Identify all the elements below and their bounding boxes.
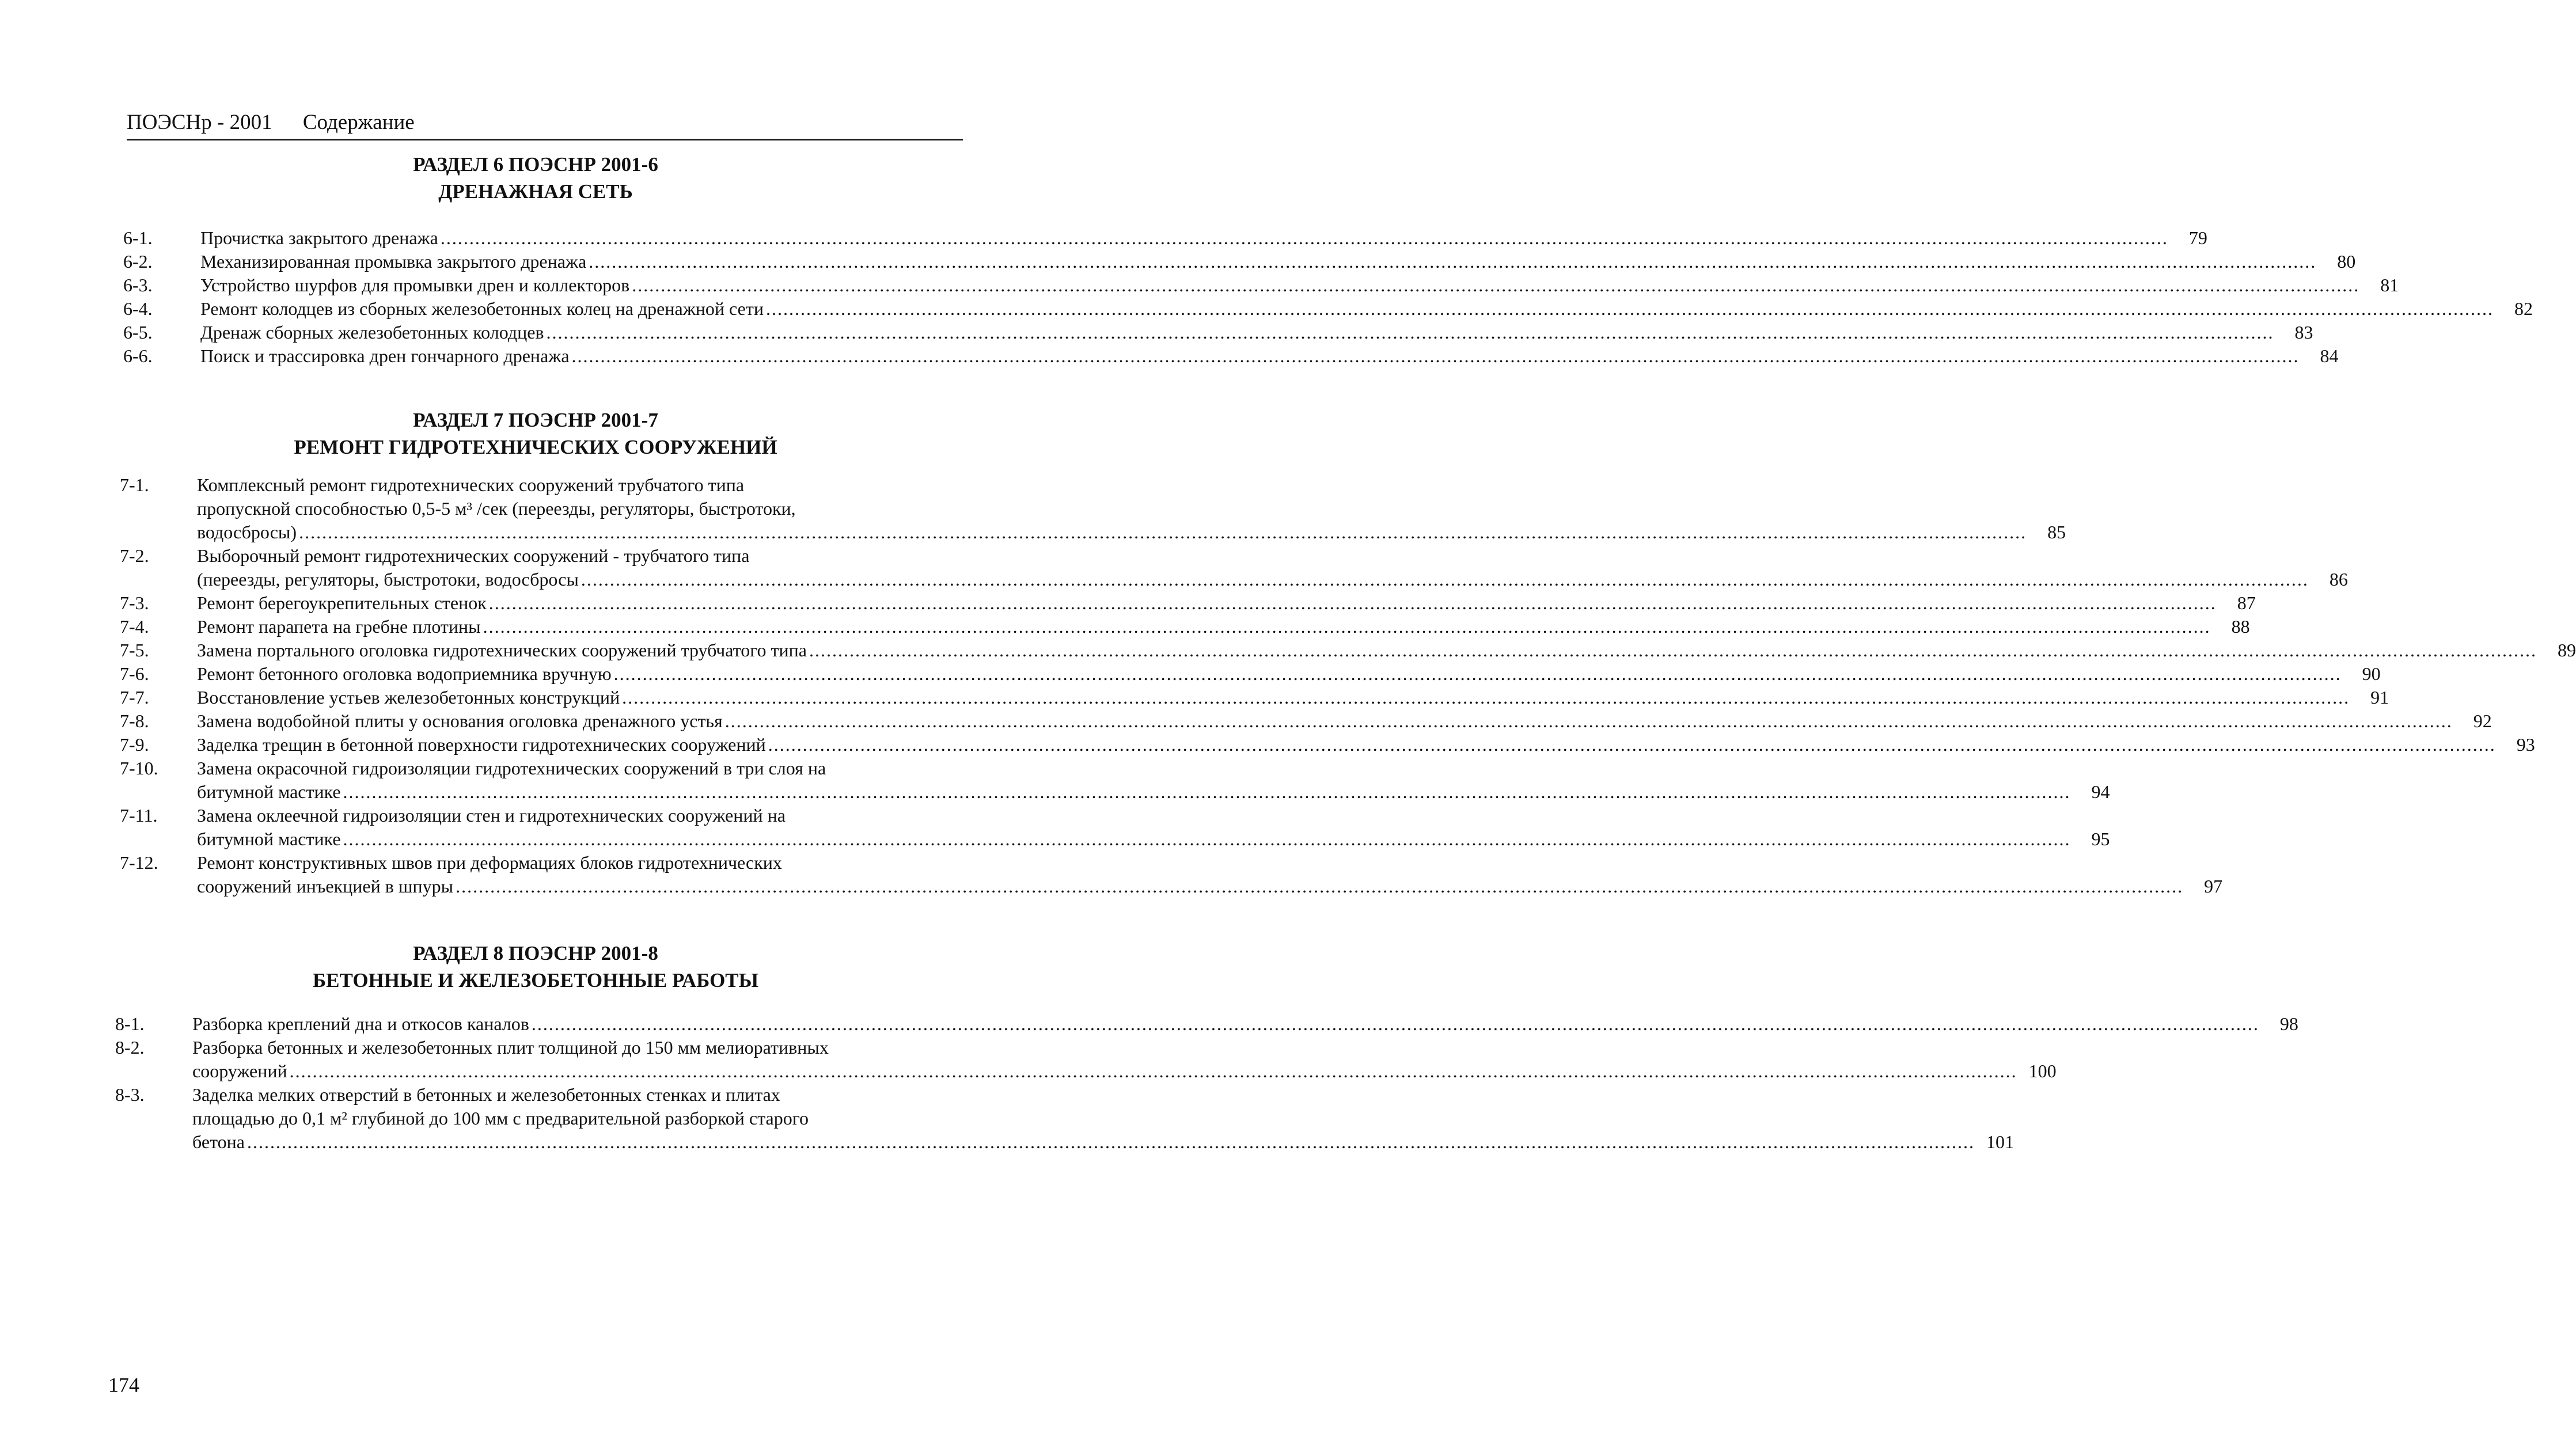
toc-entry-title-line: Прочистка закрытого дренажа [200, 227, 438, 248]
toc-entry-number: 7-9. [120, 734, 149, 755]
toc-entry-page: 88 [2231, 616, 2250, 637]
toc-entry-number: 6-1. [123, 227, 153, 248]
section-heading-line1: РАЗДЕЛ 7 ПОЭСНР 2001-7 [413, 409, 658, 431]
toc-entry-title-line: Механизированная промывка закрытого дренажа [200, 251, 587, 272]
toc-entry-page: 79 [2188, 227, 2207, 248]
section-7-title [104, 407, 968, 461]
toc-entry-number: 8-2. [115, 1037, 145, 1058]
toc-entry-page: 87 [2237, 592, 2256, 613]
dot-leader: ............................................................................................................................................................................................................................................................................................................ [724, 711, 2453, 731]
toc-entry-title-line: Замена окрасочной гидроизоляции гидротехнических сооружений в три слоя на [197, 758, 826, 778]
section-heading-line2: БЕТОННЫЕ И ЖЕЛЕЗОБЕТОННЫЕ РАБОТЫ [312, 969, 759, 992]
toc-entry-number: 7-4. [120, 616, 149, 637]
toc-entry-title-line: Замена портального оголовка гидротехнических сооружений трубчатого типа [197, 640, 807, 660]
dot-leader: ............................................................................................................................................................................................................................................................................................................ [483, 616, 2211, 637]
toc-entry-page: 86 [2329, 569, 2348, 590]
toc-entry-page: 85 [2047, 522, 2066, 542]
dot-leader: ............................................................................................................................................................................................................................................................................................................ [765, 298, 2494, 319]
toc-entry-title-line: Ремонт бетонного оголовка водоприемника вручную [197, 663, 612, 684]
toc-entry-page: 80 [2337, 251, 2356, 272]
toc-entry-title-line: Выборочный ремонт гидротехнических сооружений - трубчатого типа [197, 545, 750, 566]
toc-entry-title-line: Дренаж сборных железобетонных колодцев [200, 322, 544, 343]
toc-entry-page: 94 [2091, 781, 2110, 802]
document-code: ПОЭСНр - 2001 [127, 111, 272, 134]
toc-entry-title-line: битумной мастике [197, 829, 341, 849]
dot-leader: ............................................................................................................................................................................................................................................................................................................ [613, 663, 2342, 684]
toc-entry-number: 7-7. [120, 687, 149, 708]
toc-entry-title-line: Восстановление устьев железобетонных конструкций [197, 687, 620, 708]
dot-leader: ............................................................................................................................................................................................................................................................................................................ [343, 829, 2071, 849]
toc-entry-page: 92 [2473, 711, 2492, 731]
toc-entry-title-line: Устройство шурфов для промывки дрен и коллекторов [200, 275, 630, 295]
section-8-title [104, 940, 968, 994]
toc-entry-number: 6-4. [123, 298, 153, 319]
dot-leader: ............................................................................................................................................................................................................................................................................................................ [440, 227, 2168, 248]
toc-entry-title-line: водосбросы) [197, 522, 297, 542]
toc-entry-number: 7-5. [120, 640, 149, 660]
toc-entry-title-line: Разборка бетонных и железобетонных плит толщиной до 150 мм мелиоративных [192, 1037, 829, 1058]
toc-entry-page: 95 [2091, 829, 2110, 849]
dot-leader: ............................................................................................................................................................................................................................................................................................................ [546, 322, 2274, 343]
toc-entry-page: 101 [1986, 1131, 2014, 1152]
toc-entry-title-line: битумной мастике [197, 781, 341, 802]
toc-entry-title-line: Поиск и трассировка дрен гончарного дренажа [200, 345, 570, 366]
dot-leader: ............................................................................................................................................................................................................................................................................................................ [571, 345, 2300, 366]
dot-leader: ............................................................................................................................................................................................................................................................................................................ [581, 569, 2309, 590]
section-heading-line1: РАЗДЕЛ 6 ПОЭСНР 2001-6 [413, 153, 658, 176]
toc-entry-title-line: Ремонт колодцев из сборных железобетонных колец на дренажной сети [200, 298, 764, 319]
toc-entry-page: 93 [2516, 734, 2535, 755]
toc-entry-page: 83 [2294, 322, 2313, 343]
header-title: Содержание [302, 111, 415, 134]
dot-leader: ............................................................................................................................................................................................................................................................................................................ [246, 1131, 1975, 1152]
toc-entry-title-line: Ремонт парапета на гребне плотины [197, 616, 481, 637]
toc-entry-title-line: Замена оклеечной гидроизоляции стен и гидротехнических сооружений на [197, 805, 786, 826]
toc-entry-number: 7-3. [120, 592, 149, 613]
dot-leader: ............................................................................................................................................................................................................................................................................................................ [343, 781, 2071, 802]
toc-entry-page: 90 [2362, 663, 2381, 684]
dot-leader: ............................................................................................................................................................................................................................................................................................................ [809, 640, 2537, 660]
dot-leader: ............................................................................................................................................................................................................................................................................................................ [768, 734, 2496, 755]
toc-entry-number: 6-6. [123, 345, 153, 366]
toc-entry-number: 6-5. [123, 322, 153, 343]
toc-entry-number: 8-1. [115, 1013, 145, 1034]
toc-entry-page: 91 [2370, 687, 2389, 708]
section-6-title [104, 151, 968, 205]
dot-leader: ............................................................................................................................................................................................................................................................................................................ [488, 592, 2217, 613]
toc-entry-title-line: Заделка трещин в бетонной поверхности гидротехнических сооружений [197, 734, 766, 755]
dot-leader: ............................................................................................................................................................................................................................................................................................................ [632, 275, 2360, 295]
toc-entry-number: 7-8. [120, 711, 149, 731]
toc-entry-title-line: Ремонт конструктивных швов при деформациях блоков гидротехнических [197, 852, 782, 873]
toc-entry-title-line: Заделка мелких отверстий в бетонных и железобетонных стенках и плитах [192, 1084, 780, 1105]
section-heading-line2: РЕМОНТ ГИДРОТЕХНИЧЕСКИХ СООРУЖЕНИЙ [294, 436, 777, 458]
toc-entry-title-line: площадью до 0,1 м² глубиной до 100 мм с предварительной разборкой старого [192, 1108, 809, 1129]
dot-leader: ............................................................................................................................................................................................................................................................................................................ [589, 251, 2317, 272]
toc-entry-page: 100 [2028, 1061, 2057, 1081]
dot-leader: ............................................................................................................................................................................................................................................................................................................ [289, 1061, 2017, 1081]
dot-leader: ............................................................................................................................................................................................................................................................................................................ [299, 522, 2027, 542]
dot-leader: ............................................................................................................................................................................................................................................................................................................ [456, 876, 2184, 897]
toc-entry-page: 81 [2380, 275, 2399, 295]
toc-entry-number: 7-1. [120, 474, 149, 495]
toc-entry-number: 6-2. [123, 251, 153, 272]
toc-entry-title-line: бетона [192, 1131, 245, 1152]
toc-entry-number: 7-6. [120, 663, 149, 684]
toc-entry-number: 7-11. [120, 805, 158, 826]
toc-entry-title-line: Комплексный ремонт гидротехнических сооружений трубчатого типа [197, 474, 745, 495]
toc-entry-number: 7-10. [120, 758, 158, 778]
dot-leader: ............................................................................................................................................................................................................................................................................................................ [622, 687, 2350, 708]
toc-entry-page: 82 [2514, 298, 2533, 319]
toc-entry-page: 97 [2204, 876, 2223, 897]
toc-entry-title-line: пропускной способностью 0,5-5 м³ /сек (переезды, регуляторы, быстротоки, [197, 498, 796, 519]
toc-entry-page: 84 [2320, 345, 2339, 366]
toc-entry-title-line: (переезды, регуляторы, быстротоки, водосбросы [197, 569, 579, 590]
toc-entry-page: 89 [2557, 640, 2576, 660]
section-heading-line1: РАЗДЕЛ 8 ПОЭСНР 2001-8 [413, 942, 658, 964]
toc-entry-number: 7-2. [120, 545, 149, 566]
toc-entry-page: 98 [2279, 1013, 2298, 1034]
toc-entry-number: 6-3. [123, 275, 153, 295]
toc-entry-title-line: сооружений инъекцией в шпуры [197, 876, 454, 897]
toc-entry-title-line: Замена водобойной плиты у основания оголовка дренажного устья [197, 711, 723, 731]
toc-entry-number: 8-3. [115, 1084, 145, 1105]
running-header [127, 107, 963, 140]
toc-entry-number: 7-12. [120, 852, 158, 873]
toc-entry-title-line: Ремонт берегоукрепительных стенок [197, 592, 487, 613]
page-number: 174 [108, 1373, 139, 1396]
toc-entry-title-line: сооружений [192, 1061, 287, 1081]
toc-entry-title-line: Разборка креплений дна и откосов каналов [192, 1013, 529, 1034]
dot-leader: ............................................................................................................................................................................................................................................................................................................ [531, 1013, 2259, 1034]
section-heading-line2: ДРЕНАЖНАЯ СЕТЬ [438, 180, 633, 203]
